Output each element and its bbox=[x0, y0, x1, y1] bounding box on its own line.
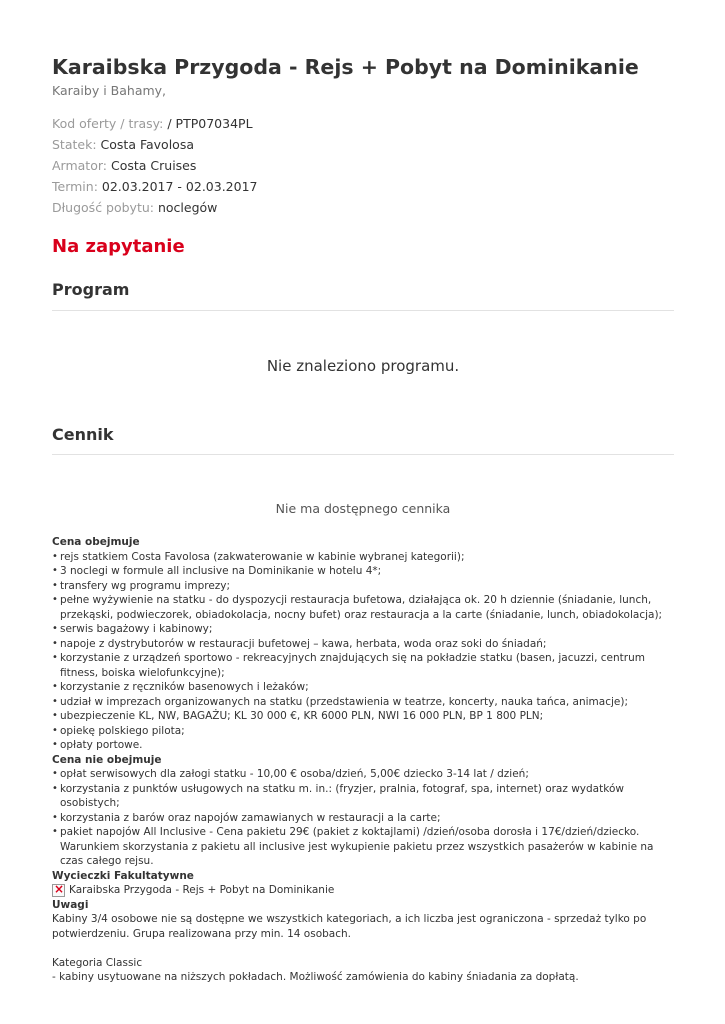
excluded-list bbox=[52, 767, 674, 869]
list-item: • korzystanie z urządzeń sportowo - rekreacyjnych znajdujących się na pokładzie statku (basen, jacuzzi, centrum fitness, boiska wielofunkcyjne); bbox=[52, 651, 674, 680]
list-item: • 3 noclegi w formule all inclusive na Dominikanie w hotelu 4*; bbox=[52, 564, 674, 579]
pricing-empty-message: Nie ma dostępnego cennika bbox=[275, 501, 451, 516]
offer-details bbox=[52, 535, 674, 985]
meta-ship bbox=[52, 137, 194, 152]
list-item: • opiekę polskiego pilota; bbox=[52, 724, 674, 739]
notes-heading: Uwagi bbox=[52, 898, 89, 911]
meta-label: Statek: bbox=[52, 137, 97, 152]
pricing-divider bbox=[52, 454, 674, 455]
list-item: • ubezpieczenie KL, NW, BAGAŻU; KL 30 000 €, KR 6000 PLN, NWI 16 000 PLN, BP 1 800 PLN; bbox=[52, 709, 674, 724]
meta-value: / PTP07034PL bbox=[167, 116, 253, 131]
excluded-heading: Cena nie obejmuje bbox=[52, 753, 162, 766]
meta-stay-length bbox=[52, 200, 217, 215]
program-divider bbox=[52, 310, 674, 311]
excursion-image-caption: Karaibska Przygoda - Rejs + Pobyt na Dominikanie bbox=[69, 884, 335, 896]
list-item: • pakiet napojów All Inclusive - Cena pakietu 29€ (pakiet z koktajlami) /dzień/osoba dorosła i 17€/dzień/dziecko. Warunkiem skorzystania z pakietu all inclusive jest wykupienie pakietu przez wszystkich pasażerów w kabinie na czas całego rejsu. bbox=[52, 825, 674, 869]
meta-value: noclegów bbox=[157, 200, 218, 215]
list-item: • pełne wyżywienie na statku - do dyspozycji restauracja bufetowa, działająca ok. 20 h dziennie (śniadanie, lunch, przekąski, podwieczorek, obiadokolacja, nocny bufet) oraz restauracja a la carte (śniadanie, lunch, obiadokolacja); bbox=[52, 593, 674, 622]
category-description: - kabiny usytuowane na niższych pokładach. Możliwość zamówienia do kabiny śniadania za dopłatą. bbox=[52, 971, 579, 983]
meta-value: Costa Cruises bbox=[110, 158, 197, 173]
spacer bbox=[52, 941, 674, 956]
meta-dates bbox=[52, 179, 258, 194]
list-item: • korzystania z barów oraz napojów zamawianych w restauracji a la carte; bbox=[52, 811, 674, 826]
meta-value: Costa Favolosa bbox=[100, 137, 194, 152]
broken-image-icon bbox=[52, 884, 65, 897]
list-item: • korzystanie z ręczników basenowych i leżaków; bbox=[52, 680, 674, 695]
list-item: • opłat serwisowych dla załogi statku - 10,00 € osoba/dzień, 5,00€ dziecko 3-14 lat / dzień; bbox=[52, 767, 674, 782]
meta-label: Termin: bbox=[52, 179, 98, 194]
list-item: • korzystania z punktów usługowych na statku m. in.: (fryzjer, pralnia, fotograf, spa, internet) oraz wydatków osobistych; bbox=[52, 782, 674, 811]
price-on-request: Na zapytanie bbox=[52, 236, 185, 257]
meta-label: Armator: bbox=[52, 158, 107, 173]
list-item: • opłaty portowe. bbox=[52, 738, 674, 753]
meta-offer-code bbox=[52, 116, 253, 131]
included-heading: Cena obejmuje bbox=[52, 536, 140, 548]
list-item: • serwis bagażowy i kabinowy; bbox=[52, 622, 674, 637]
notes-paragraph: Kabiny 3/4 osobowe nie są dostępne we wszystkich kategoriach, a ich liczba jest ograniczona - sprzedaż tylko po potwierdzeniu. Grupa realizowana przy min. 14 osobach. bbox=[52, 913, 647, 940]
meta-operator bbox=[52, 158, 196, 173]
offer-title: Karaibska Przygoda - Rejs + Pobyt na Dominikanie bbox=[52, 55, 639, 79]
pricing-heading: Cennik bbox=[52, 425, 114, 444]
meta-value: 02.03.2017 - 02.03.2017 bbox=[101, 179, 258, 194]
excursion-image bbox=[52, 883, 674, 898]
program-heading: Program bbox=[52, 280, 130, 299]
optional-excursions-heading: Wycieczki Fakultatywne bbox=[52, 869, 194, 882]
list-item: • rejs statkiem Costa Favolosa (zakwaterowanie w kabinie wybranej kategorii); bbox=[52, 550, 674, 565]
list-item: • udział w imprezach organizowanych na statku (przedstawienia w teatrze, koncerty, nauka tańca, animacje); bbox=[52, 695, 674, 710]
included-list bbox=[52, 550, 674, 753]
program-empty-message: Nie znaleziono programu. bbox=[266, 357, 460, 375]
category-title: Kategoria Classic bbox=[52, 956, 143, 969]
meta-label: Kod oferty / trasy: bbox=[52, 116, 164, 131]
list-item: • napoje z dystrybutorów w restauracji bufetowej – kawa, herbata, woda oraz soki do śniadań; bbox=[52, 637, 674, 652]
meta-label: Długość pobytu: bbox=[52, 200, 154, 215]
offer-region: Karaiby i Bahamy, bbox=[52, 83, 167, 98]
list-item: • transfery wg programu imprezy; bbox=[52, 579, 674, 594]
